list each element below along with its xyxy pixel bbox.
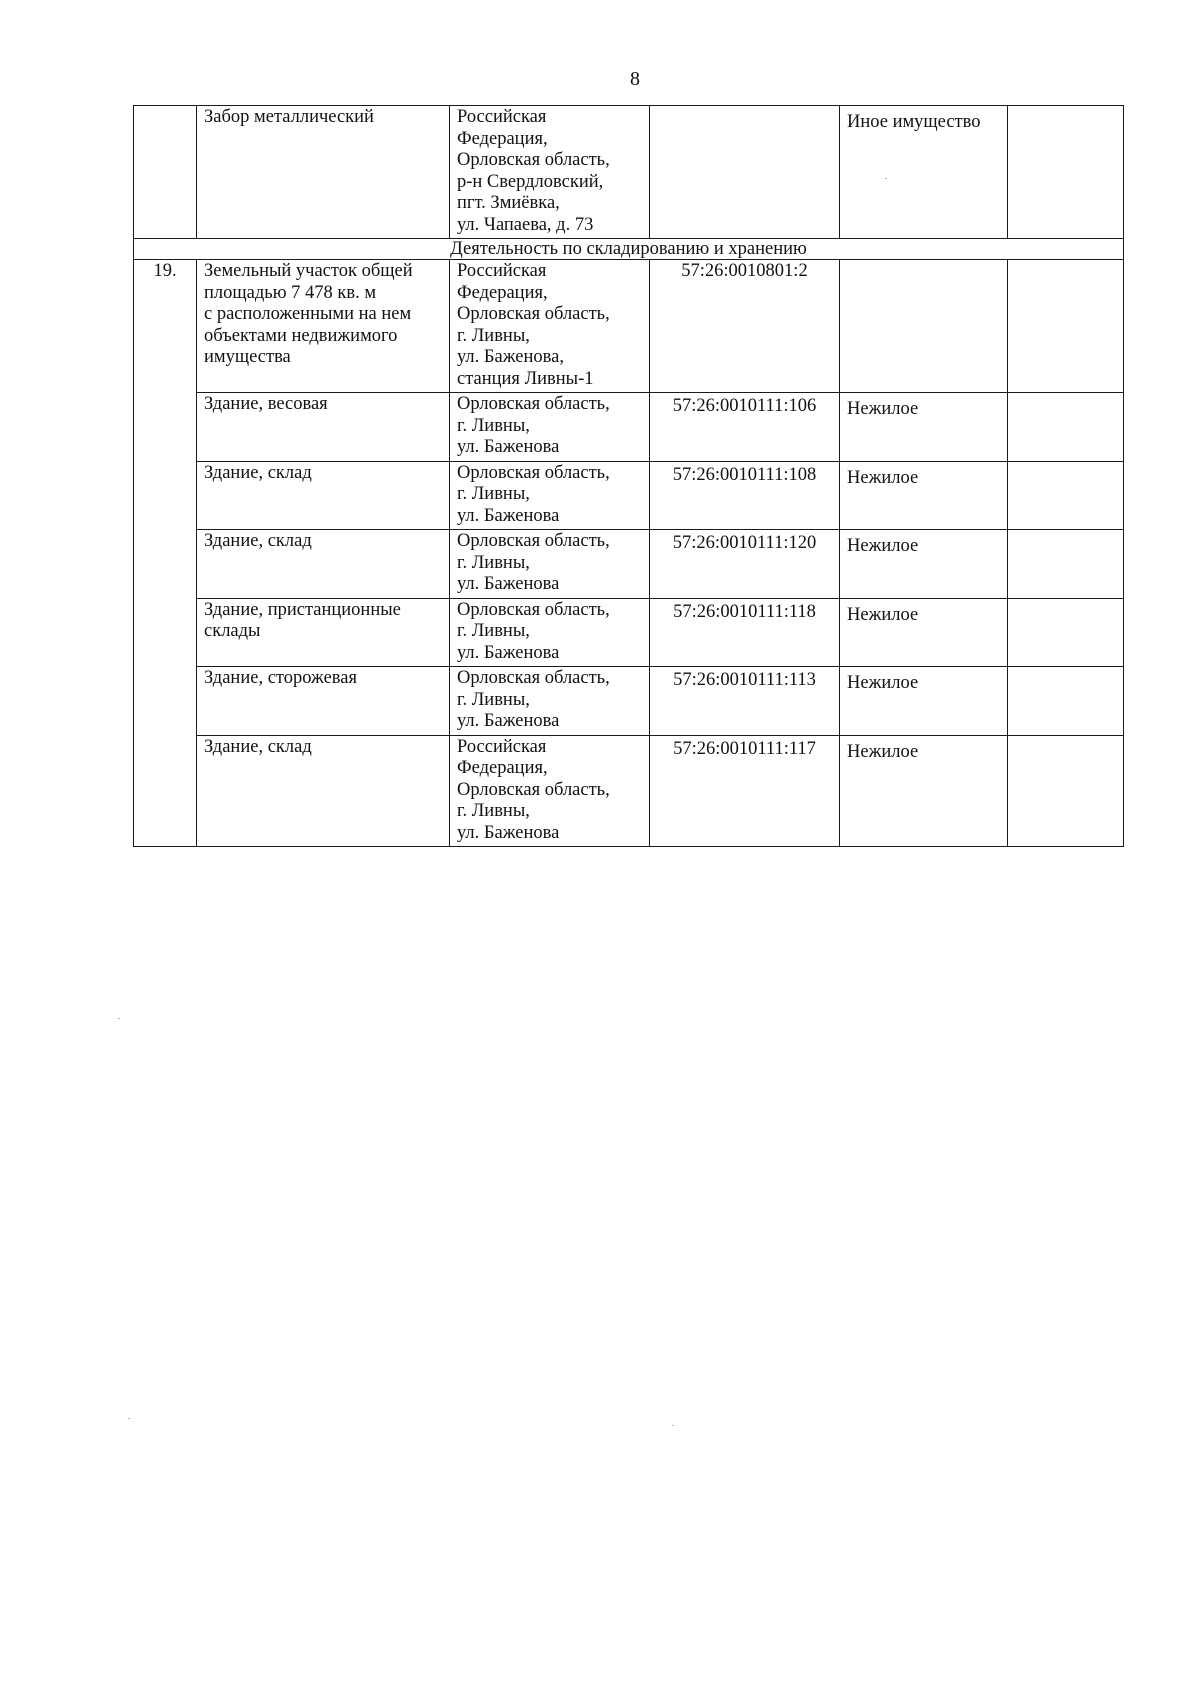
address-cell-line: Федерация, (457, 128, 548, 149)
object-name-cell-line: склады (204, 621, 261, 641)
address-cell-line: ул. Баженова, (457, 347, 564, 367)
address-cell-line: ул. Баженова (457, 711, 560, 731)
row-number-cell: 19. (134, 260, 197, 847)
object-name-cell-line: площадью 7 478 кв. м (204, 282, 377, 303)
cadastral-number-cell: 57:26:0010111:117 (650, 735, 840, 847)
extra-cell (1008, 598, 1124, 667)
object-name-cell (197, 260, 450, 393)
address-cell-line: р-н Свердловский, (457, 171, 604, 192)
address-cell-line: пгт. Змиёвка, (457, 193, 560, 213)
property-kind-cell: Нежилое (840, 735, 1008, 847)
scan-speck (672, 1425, 674, 1426)
address-cell (450, 667, 650, 736)
object-name-cell-line: имущества (204, 347, 291, 367)
table-row (134, 106, 1124, 239)
extra-cell (1008, 106, 1124, 239)
scan-speck (118, 1018, 120, 1019)
table-section-header (134, 239, 1124, 260)
object-name-cell (197, 393, 450, 462)
property-kind-cell: Иное имущество (840, 106, 1008, 239)
object-name-cell-line: Здание, склад (204, 531, 312, 551)
address-cell-line: Российская (457, 261, 547, 281)
address-cell (450, 735, 650, 847)
object-name-cell-line: Здание, весовая (204, 394, 328, 414)
address-cell-line: ул. Чапаева, д. 73 (457, 214, 594, 235)
extra-cell (1008, 393, 1124, 462)
address-cell-line: ул. Баженова (457, 574, 560, 594)
address-cell-line: Орловская область, (457, 779, 610, 800)
scan-speck (885, 178, 887, 179)
address-cell-line: г. Ливны, (457, 552, 530, 573)
section-row (134, 239, 1124, 260)
object-name-cell-line: Здание, склад (204, 462, 312, 483)
property-kind-cell: Нежилое (840, 530, 1008, 599)
address-cell-line: Федерация, (457, 758, 548, 778)
cadastral-number-cell: 57:26:0010111:108 (650, 461, 840, 530)
address-cell-line: Российская (457, 107, 547, 127)
address-cell-line: Орловская область, (457, 668, 610, 688)
address-cell-line: г. Ливны, (457, 325, 530, 346)
extra-cell (1008, 260, 1124, 393)
table-row (134, 598, 1124, 667)
table-row (134, 393, 1124, 462)
cadastral-number-cell: 57:26:0010111:113 (650, 667, 840, 736)
table-row (134, 530, 1124, 599)
object-name-cell-line: с расположенными на нем (204, 304, 412, 324)
address-cell-line: Орловская область, (457, 462, 610, 483)
object-name-cell (197, 530, 450, 599)
property-kind-cell: Нежилое (840, 598, 1008, 667)
table-row (134, 735, 1124, 847)
address-cell-line: Орловская область, (457, 531, 610, 551)
address-cell-line: ул. Баженова (457, 505, 560, 526)
row-number-cell (134, 106, 197, 239)
table-top-section (134, 106, 1124, 239)
address-cell-line: г. Ливны, (457, 415, 530, 436)
address-cell-line: г. Ливны, (457, 689, 530, 710)
table-row (134, 667, 1124, 736)
address-cell-line: Федерация, (457, 282, 548, 303)
property-kind-cell: Нежилое (840, 393, 1008, 462)
address-cell (450, 461, 650, 530)
address-cell-line: Российская (457, 736, 547, 757)
address-cell-line: станция Ливны-1 (457, 368, 594, 389)
address-cell-line: Орловская область, (457, 599, 610, 620)
object-name-cell-line: объектами недвижимого (204, 325, 398, 346)
extra-cell (1008, 461, 1124, 530)
object-name-cell (197, 461, 450, 530)
cadastral-number-cell: 57:26:0010111:120 (650, 530, 840, 599)
object-name-cell-line: Забор металлический (204, 107, 374, 127)
table-group-19 (134, 260, 1124, 847)
address-cell (450, 393, 650, 462)
object-name-cell (197, 667, 450, 736)
object-name-cell (197, 735, 450, 847)
extra-cell (1008, 735, 1124, 847)
extra-cell (1008, 530, 1124, 599)
address-cell-line: ул. Баженова (457, 822, 560, 843)
address-cell (450, 530, 650, 599)
address-cell-line: Орловская область, (457, 150, 610, 170)
address-cell-line: Орловская область, (457, 394, 610, 414)
section-title: Деятельность по складированию и хранению (134, 239, 1124, 260)
object-name-cell-line: Здание, склад (204, 736, 312, 757)
object-name-cell (197, 598, 450, 667)
address-cell (450, 598, 650, 667)
address-cell-line: ул. Баженова (457, 437, 560, 457)
address-cell-line: г. Ливны, (457, 484, 530, 504)
property-registry-table (133, 105, 1124, 847)
address-cell (450, 260, 650, 393)
object-name-cell-line: Здание, сторожевая (204, 668, 357, 688)
property-kind-cell: Нежилое (840, 667, 1008, 736)
object-name-cell (197, 106, 450, 239)
page-number: 8 (630, 68, 640, 90)
property-kind-cell (840, 260, 1008, 393)
table-row (134, 461, 1124, 530)
extra-cell (1008, 667, 1124, 736)
cadastral-number-cell: 57:26:0010111:106 (650, 393, 840, 462)
address-cell-line: Орловская область, (457, 304, 610, 324)
object-name-cell-line: Здание, пристанционные (204, 599, 401, 620)
table-row (134, 260, 1124, 393)
address-cell-line: ул. Баженова (457, 642, 560, 663)
address-cell (450, 106, 650, 239)
cadastral-number-cell: 57:26:0010111:118 (650, 598, 840, 667)
cadastral-number-cell: 57:26:0010801:2 (650, 260, 840, 393)
address-cell-line: г. Ливны, (457, 801, 530, 821)
scan-speck (128, 1418, 130, 1419)
object-name-cell-line: Земельный участок общей (204, 261, 413, 281)
address-cell-line: г. Ливны, (457, 621, 530, 641)
property-kind-cell: Нежилое (840, 461, 1008, 530)
cadastral-number-cell (650, 106, 840, 239)
